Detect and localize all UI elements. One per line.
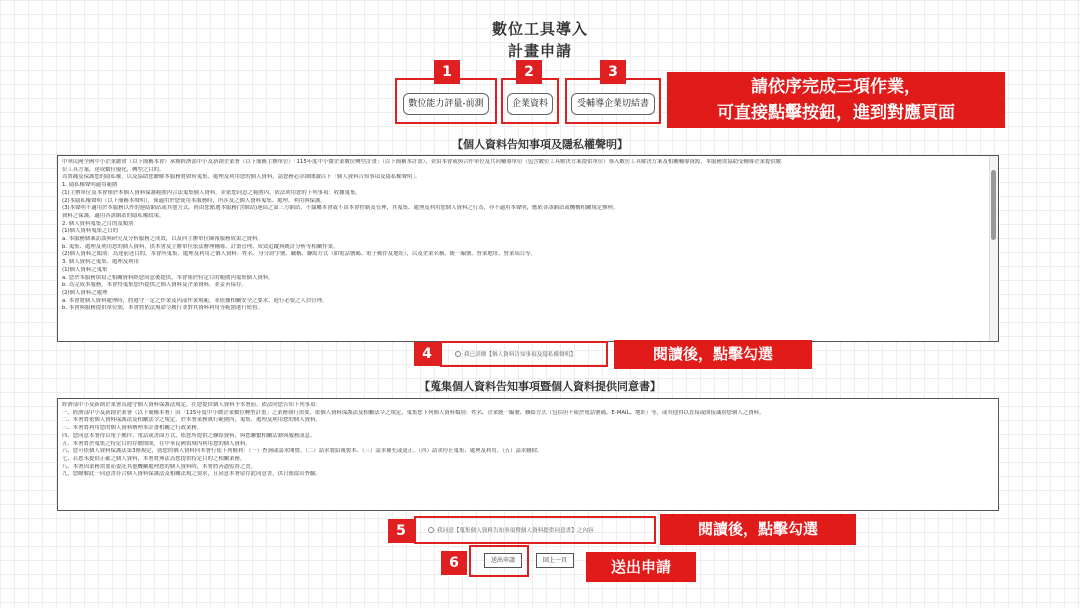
submit-application-button[interactable]: 送出申請	[484, 553, 522, 568]
privacy-notice-scrollbar[interactable]	[989, 156, 998, 341]
submit-callout: 送出申請	[586, 552, 696, 582]
consent-form-text	[62, 402, 986, 479]
instruction-callout	[667, 72, 1005, 128]
step2-badge: 2	[516, 60, 542, 84]
privacy-notice-scroll-thumb[interactable]	[991, 170, 996, 240]
capability-assessment-button[interactable]: 數位能力評量-前測	[403, 93, 489, 115]
privacy-notice-line: (1)主辦單位及本會僅於本個人資料保護範圍內合法蒐集個人資料，並依您同意之範圍內，依法利用您的下列事項：收據蒐集。	[62, 189, 361, 196]
back-button[interactable]: 回上一頁	[536, 553, 574, 568]
data-consent-label[interactable]: 我同意【蒐集個人資料告知事項暨個人資料提供同意書】之內容	[437, 528, 594, 534]
consent-form-line: 經濟部中小及新創企業署為遵守個人資料保護法規定，在您提供個人資料予本署前，依法向您告知下列事項：	[62, 402, 321, 408]
step5-badge: 5	[388, 519, 414, 543]
privacy-notice-line: 資料之保護，適用各該網站的隱私權政策。	[62, 212, 165, 219]
privacy-notice-line: b. 蒐集、處理及利用您的個人資料，供本會及主辦單位依法辦理輔導、計畫管理、成效追蹤與統計分析等相關作業。	[62, 243, 339, 250]
consent-form-line: 七、若您未提供正確之個人資料，本署將無法為您提供特定目的之相關業務。	[62, 455, 246, 462]
privacy-notice-textbox[interactable]	[57, 155, 999, 342]
privacy-consent-option[interactable]	[455, 350, 576, 358]
consent-form-line: 一、經濟部中小及新創企業署（以下簡稱本署）因「115年度中小微企業數位轉型計畫」之業務執行需要，依個人資料保護法及相關法令之規定，蒐集您下列個人資料類別：姓名、企業統一編號、聯絡方式（包括但不限於電話號碼、E-MAIL、地址）等，或其他得以直接或間接識別您個人之資料。	[62, 409, 765, 416]
data-consent-option[interactable]	[428, 526, 594, 534]
privacy-consent-label[interactable]: 我已詳閱【個人資料告知事項及隱私權聲明】	[464, 352, 576, 358]
privacy-notice-text	[62, 159, 986, 313]
privacy-notice-line: a. 本會將個人資料處理時，將遵守一定之作業及內部作業規範，並依據相關安全之要求，進行必要之人員管理。	[62, 297, 328, 304]
consent-form-textbox[interactable]	[57, 398, 999, 511]
step4-badge: 4	[414, 342, 440, 366]
company-info-button[interactable]: 企業資料	[507, 93, 553, 115]
privacy-notice-line: 2. 個人資料蒐集之目的及類別	[62, 220, 134, 227]
privacy-notice-line: (2)個人資料之類別：為達前述目的，本會所蒐集、處理及利用之個人資料：姓名、身分證字號、職稱、聯絡方式（如電話號碼、電子郵件及地址），以及企業名稱、統一編號、營業地址、營業項目等。	[62, 251, 536, 258]
page-title-line2: 計畫申請	[507, 42, 572, 60]
privacy-notice-line: 為實踐及保護您的隱私權，以及協助您瞭解本服務將如何蒐集、處理及利用您的個人資料，請您務必詳細閱讀以下「個人資料告知事項及隱私權聲明」。	[62, 174, 421, 181]
privacy-notice-line: (3)本聲明不適用於本服務以外的連結網站或其他方式。經由您點選本服務(含網站)連結之第三方網站，不隸屬本會或不由本會控制及管理，其蒐集、處理及利用您個人資料之行為，亦不適用本聲明，應依各該網站或機構相關規定辦理。	[62, 205, 619, 212]
privacy-notice-line: (2)本隱私權聲明（以下簡稱本聲明），僅適用於您使用本服務時，所涉及之個人資料蒐集、處理、利用與保護。	[62, 197, 326, 204]
privacy-notice-line: (1)個人資料之蒐集	[62, 266, 108, 273]
privacy-notice-line: b. 本會與服務提供單位間，本會將依法規命令履行並對其資料利用等範圍進行監督。	[62, 305, 263, 312]
consent-form-line: 五、本署將於蒐集之特定目的存續期間，在中華民國領域內利用您的個人資料。	[62, 440, 251, 447]
privacy-notice-line: b. 為完成本服務，本會得蒐集您所提供之個人資料及企業資料，並妥善保存。	[62, 282, 247, 289]
step3-badge: 3	[600, 60, 626, 84]
consent-form-line: 二、本署將依個人資料保護法及相關法令之規定，於本署業務執行範圍內，蒐集、處理及利用您的個人資料。	[62, 417, 321, 424]
consent-section-title: 【蒐集個人資料告知事項暨個人資料提供同意書】	[419, 380, 661, 393]
privacy-notice-line: 3. 個人資料之蒐集、處理及利用	[62, 259, 139, 266]
step6-badge: 6	[441, 551, 467, 575]
privacy-section-title: 【個人資料告知事項及隱私權聲明】	[452, 138, 628, 151]
privacy-notice-line: 中華民國全國中小企業總會（以下簡稱本會）承辦經濟部中小及新創企業署（以下簡稱主辦單位）「115年度中小微企業數位轉型計畫」（以下簡稱本計畫），並由本會或與合作單位及共同輔導單位（包含數位工具解決方案提供單位）導入數位工具解決方案及相關輔導資源，本服務需協助受輔導企業提供數	[62, 159, 782, 165]
consent-form-line: 四、您同意本署得以電子郵件、電話或書面方式，依您所提供之聯絡資料，與您聯繫相關活動與服務訊息。	[62, 432, 316, 439]
privacy-notice-line: a. 本服務個案訪談與研究及分析服務之成效，以及向主辦單位陳報服務成果之資料。	[62, 236, 263, 243]
consent-form-line: 六、您可依個人資料保護法第3條規定，就您的個人資料向本署行使下列權利：（一）查詢或請求閱覽、（二）請求製給複製本、（三）請求補充或更正、（四）請求停止蒐集、處理及利用、（五）請求刪除。	[62, 448, 543, 455]
consent-form-line: 八、本署因業務需要而委託其他機關處理您的個人資料時，本署將善盡監督之責。	[62, 463, 257, 470]
consent-form-line: 九、您瞭解此一同意書符合個人資料保護法及相關法規之要求，且同意本署留存此同意書，供日後取出查驗。	[62, 471, 321, 478]
privacy-notice-line: a. 您於本服務填寫之相關資料經您同意後提供，本會僅於特定目的範圍內蒐集個人資料。	[62, 274, 274, 281]
privacy-consent-radio[interactable]	[455, 351, 461, 357]
step1-badge: 1	[434, 60, 460, 84]
data-consent-radio[interactable]	[428, 527, 434, 533]
privacy-notice-line: 位工具方案，達成數位優化，轉型之目的。	[62, 166, 165, 173]
consent-form-line: 三、本署將利用您的個人資料辦理本計畫相關之行政業務。	[62, 425, 203, 432]
privacy-notice-line: (2)個人資料之處理	[62, 289, 108, 296]
affidavit-button[interactable]: 受輔導企業切結書	[571, 93, 655, 115]
read-check-callout-2: 閱讀後，點擊勾選	[660, 514, 856, 545]
page-title-line1: 數位工具導入	[491, 20, 588, 38]
instruction-callout-line2: 可直接點擊按鈕，進到對應頁面	[717, 103, 955, 123]
privacy-notice-line: 1. 隱私權聲明適用範圍	[62, 182, 118, 189]
read-check-callout-1: 閱讀後，點擊勾選	[614, 340, 812, 369]
privacy-notice-line: (1)個人資料蒐集之目的	[62, 228, 119, 235]
instruction-callout-line1: 請依序完成三項作業，	[751, 77, 921, 97]
